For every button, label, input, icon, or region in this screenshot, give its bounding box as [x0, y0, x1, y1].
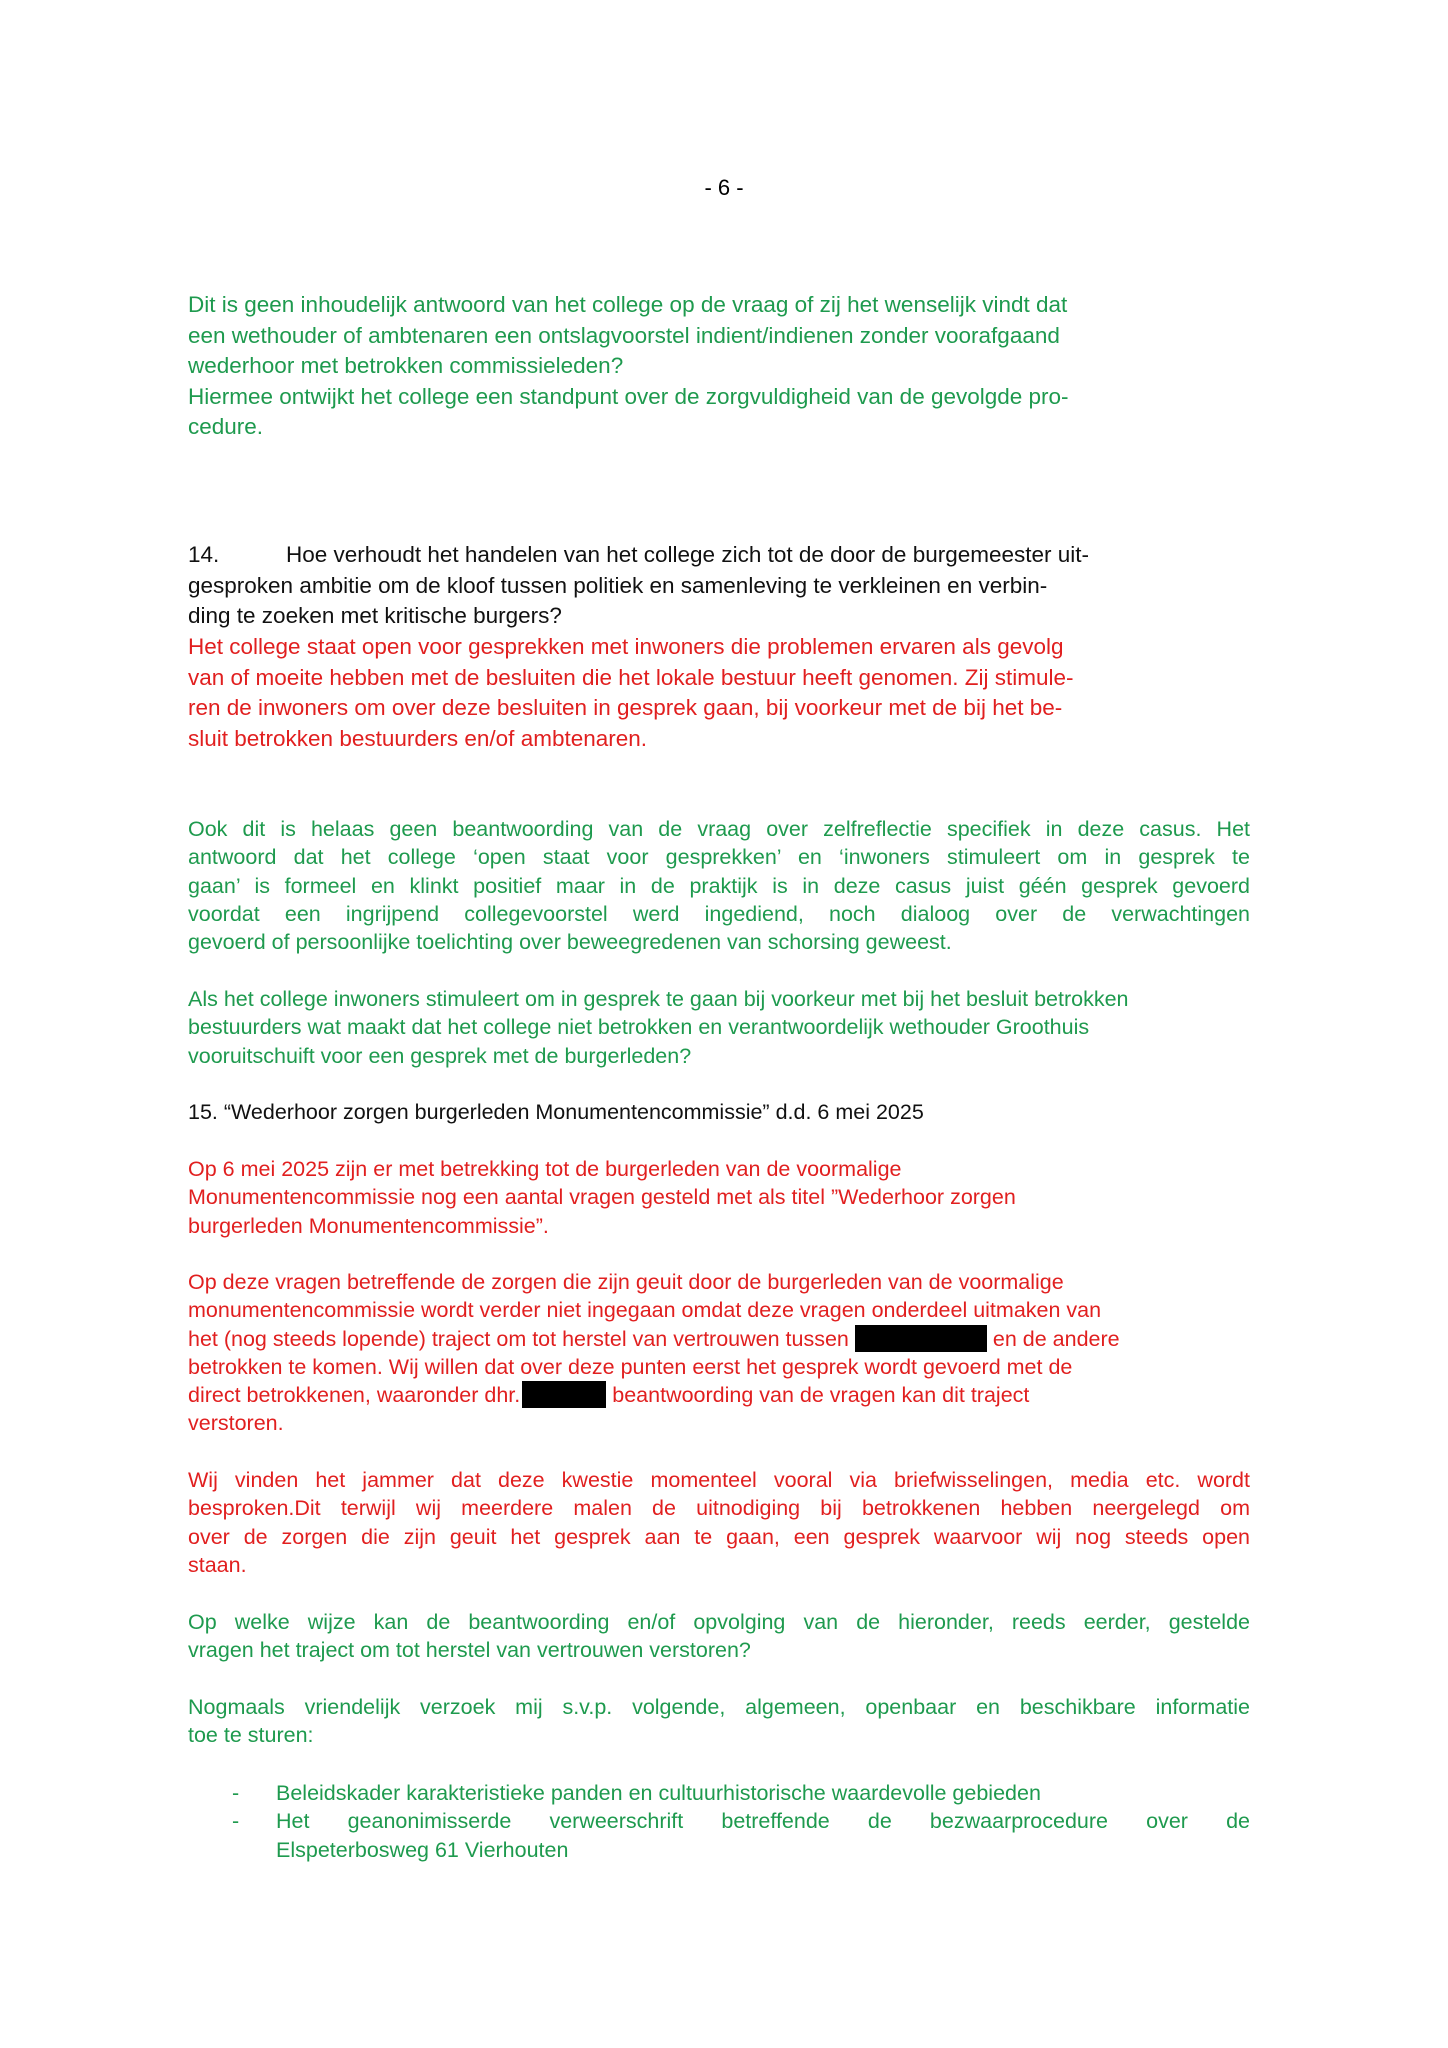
text-line: Het college staat open voor gesprekken met inwoners die problemen ervaren als gevolg — [188, 634, 1064, 659]
text-line: toe te sturen: — [188, 1723, 314, 1748]
text-line: verstoren. — [188, 1411, 284, 1436]
list-item-text: Het geanonimisserde verweerschrift betreffende de bezwaarprocedure over de — [276, 1809, 1250, 1834]
text-line: gesproken ambitie om de kloof tussen politiek en samenleving te verkleinen en verbin- — [188, 572, 1048, 598]
text-line: Op deze vragen betreffende de zorgen die zijn geuit door de burgerleden van de voormalige — [188, 1270, 1064, 1294]
text-line: voordat een ingrijpend collegevoorstel werd ingediend, noch dialoog over de verwachtingen — [188, 901, 1250, 926]
reply-15-a — [188, 1608, 1250, 1665]
reply-14-b — [188, 985, 1250, 1070]
redaction-bar — [855, 1325, 987, 1352]
text-line: over de zorgen die zijn geuit het gesprek aan te gaan, een gesprek waarvoor wij nog steeds open — [188, 1524, 1250, 1549]
text-line: Nogmaals vriendelijk verzoek mij s.v.p. volgende, algemeen, openbaar en beschikbare informatie — [188, 1695, 1250, 1719]
answer-15-a — [188, 1155, 1250, 1240]
answer-15-b — [188, 1268, 1250, 1438]
requested-info-list — [188, 1779, 1250, 1864]
text-line: monumentencommissie wordt verder niet ingegaan omdat deze vragen onderdeel uitmaken van — [188, 1298, 1102, 1323]
comment-paragraph-1 — [188, 290, 1250, 443]
reply-15-b — [188, 1693, 1250, 1750]
text-line: vooruitschuift voor een gesprek met de burgerleden? — [188, 1043, 692, 1068]
text-line: Monumentencommissie nog een aantal vragen gesteld met als titel ”Wederhoor zorgen — [188, 1185, 1016, 1210]
text-line: cedure. — [188, 414, 264, 439]
text-line: ding te zoeken met kritische burgers? — [188, 603, 562, 628]
text-line — [188, 1381, 1250, 1409]
text-line: bestuurders wat maakt dat het college niet betrokken en verantwoordelijk wethouder Groothuis — [188, 1015, 1090, 1040]
text-line — [188, 1325, 1250, 1353]
text-line: vragen het traject om tot herstel van vertrouwen verstoren? — [188, 1638, 751, 1663]
question-14 — [188, 540, 1250, 632]
text-line: Wij vinden het jammer dat deze kwestie momenteel vooral via briefwisselingen, media etc. wordt — [188, 1468, 1250, 1492]
text-line: Op 6 mei 2025 zijn er met betrekking tot de burgerleden van de voormalige — [188, 1157, 902, 1181]
text-line: burgerleden Monumentencommissie”. — [188, 1213, 549, 1238]
text-line: gaan’ is formeel en klinkt positief maar in de praktijk is in deze casus juist géén gesprek gevoerd — [188, 873, 1250, 898]
redaction-bar — [522, 1381, 606, 1408]
reply-14-a — [188, 815, 1250, 956]
text-line — [188, 540, 1250, 571]
text-line: Ook dit is helaas geen beantwoording van de vraag over zelfreflectie specifiek in deze casus. Het — [188, 817, 1250, 841]
answer-15-c — [188, 1466, 1250, 1579]
list-item-text: Elspeterbosweg 61 Vierhouten — [276, 1837, 569, 1862]
text-line: besproken.Dit terwijl wij meerdere malen de uitnodiging bij betrokkenen hebben neergelegd om — [188, 1496, 1250, 1521]
text-segment: het (nog steeds lopende) traject om tot herstel van vertrouwen tussen — [188, 1326, 849, 1351]
text-line: gevoerd of persoonlijke toelichting over beweegredenen van schorsing geweest. — [188, 930, 952, 955]
question-number: 14. — [188, 542, 220, 567]
text-line: een wethouder of ambtenaren een ontslagvoorstel indient/indienen zonder voorafgaand — [188, 322, 1060, 348]
page-number: - 6 - — [704, 175, 744, 200]
question-15-title: 15. “Wederhoor zorgen burgerleden Monumentencommissie” d.d. 6 mei 2025 — [188, 1100, 924, 1124]
text-line: wederhoor met betrokken commissieleden? — [188, 353, 624, 378]
dash-bullet: - — [232, 1809, 240, 1834]
text-segment: direct betrokkenen, waaronder dhr. — [188, 1383, 521, 1408]
text-line: betrokken te komen. Wij willen dat over deze punten eerst het gesprek wordt gevoerd met de — [188, 1354, 1073, 1379]
list-item — [188, 1807, 1250, 1864]
list-item-text: Beleidskader karakteristieke panden en cultuurhistorische waardevolle gebieden — [276, 1781, 1041, 1805]
question-text: Hoe verhoudt het handelen van het college zich tot de door de burgemeester uit- — [286, 542, 1090, 567]
list-item — [188, 1779, 1250, 1807]
dash-bullet: - — [232, 1781, 240, 1805]
text-segment: en de andere — [992, 1326, 1120, 1351]
answer-14 — [188, 632, 1250, 754]
text-line: antwoord dat het college ‘open staat voor gesprekken’ en ‘inwoners stimuleert om in gesprek te — [188, 845, 1250, 870]
text-segment: beantwoording van de vragen kan dit traject — [612, 1383, 1030, 1408]
text-line: ren de inwoners om over deze besluiten in gesprek gaan, bij voorkeur met de bij het be- — [188, 695, 1063, 720]
text-line: staan. — [188, 1552, 247, 1577]
text-line: sluit betrokken bestuurders en/of ambtenaren. — [188, 725, 648, 751]
text-line: Dit is geen inhoudelijk antwoord van het college op de vraag of zij het wenselijk vindt dat — [188, 292, 1068, 317]
text-line: Hiermee ontwijkt het college een standpunt over de zorgvuldigheid van de gevolgde pro- — [188, 383, 1069, 409]
text-line: van of moeite hebben met de besluiten die het lokale bestuur heeft genomen. Zij stimule- — [188, 664, 1074, 690]
text-line: Als het college inwoners stimuleert om in gesprek te gaan bij voorkeur met bij het besluit betrokken — [188, 987, 1129, 1011]
text-line: Op welke wijze kan de beantwoording en/of opvolging van de hieronder, reeds eerder, gestelde — [188, 1610, 1250, 1634]
